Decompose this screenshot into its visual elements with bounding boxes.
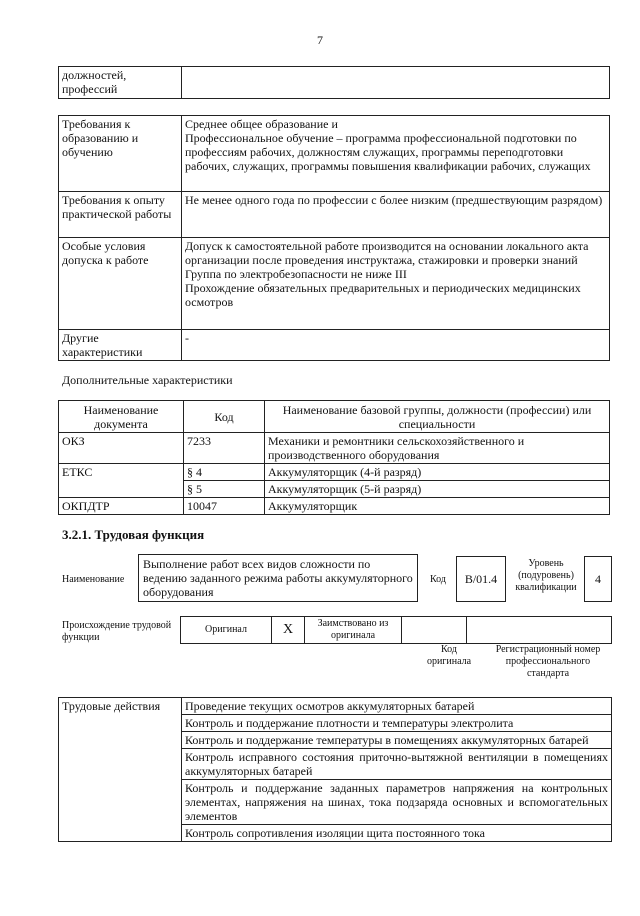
additional-code: 10047 [184, 498, 265, 515]
origin-table [180, 616, 612, 644]
additional-header-name: Наименование базовой группы, должности (профессии) или специальности [265, 401, 610, 433]
additional-header-doc: Наименование документа [59, 401, 184, 433]
req-special-line: Прохождение обязательных предварительных и периодических медицинских осмотров [185, 281, 581, 309]
additional-header-code: Код [184, 401, 265, 433]
action-item: Контроль исправного состояния приточно-вытяжной вентиляции в помещениях аккумуляторных батарей [182, 749, 612, 780]
additional-doc: ЕТКС [59, 464, 184, 498]
additional-name: Аккумуляторщик (5-й разряд) [265, 481, 610, 498]
req-other-line: - [185, 331, 189, 345]
additional-code: § 4 [184, 464, 265, 481]
additional-name: Аккумуляторщик [265, 498, 610, 515]
actions-label: Трудовые действия [59, 698, 182, 842]
section-heading: 3.2.1. Трудовая функция [62, 527, 205, 542]
top-table [58, 66, 610, 99]
function-level: 4 [584, 556, 612, 602]
level-label: Уровень (подуровень) квалификации [515, 558, 577, 593]
name-label: Наименование [62, 574, 125, 585]
top-table-label: должностей, профессий [59, 67, 182, 99]
requirements-table [58, 115, 610, 361]
req-experience-line: Не менее одного года по профессии с более низким (предшествующим разрядом) [185, 193, 603, 207]
origin-reg-cell [467, 617, 612, 644]
additional-code: 7233 [184, 433, 265, 464]
origin-mark: X [272, 617, 305, 644]
req-other-label: Другие характеристики [59, 330, 182, 361]
code-label: Код [430, 574, 446, 585]
req-experience-label: Требования к опыту практической работы [59, 192, 182, 238]
req-special-line: Допуск к самостоятельной работе производится на основании локального акта организации после проведения инструктажа, стажировки и проверки знаний [185, 239, 589, 267]
req-special-label: Особые условия допуска к работе [59, 238, 182, 330]
action-item: Контроль сопротивления изоляции щита постоянного тока [182, 825, 612, 842]
origin-reg-caption: Регистрационный номер профессионального стандарта [495, 644, 601, 679]
action-item: Контроль и поддержание температуры в помещениях аккумуляторных батарей [182, 732, 612, 749]
page-number: 7 [317, 33, 323, 47]
function-code: B/01.4 [456, 556, 506, 602]
actions-table [58, 697, 612, 842]
action-item: Контроль и поддержание плотности и температуры электролита [182, 715, 612, 732]
additional-name: Аккумуляторщик (4-й разряд) [265, 464, 610, 481]
additional-table [58, 400, 610, 515]
req-special-line: Группа по электробезопасности не ниже III [185, 267, 407, 281]
origin-code-caption: Код оригинала [426, 644, 472, 667]
action-item: Контроль и поддержание заданных параметров напряжения на контрольных элементах, напряжения на шинах, тока подзаряда основных и вспомогательных элементов [182, 780, 612, 825]
top-table-value [182, 67, 610, 99]
req-education-label: Требования к образованию и обучению [59, 116, 182, 192]
additional-title: Дополнительные характеристики [62, 373, 233, 387]
additional-doc: ОКПДТР [59, 498, 184, 515]
function-name: Выполнение работ всех видов сложности по ведению заданного режима работы аккумуляторного оборудования [138, 554, 418, 602]
additional-name: Механики и ремонтники сельскохозяйственного и производственного оборудования [265, 433, 610, 464]
req-education-line: Среднее общее образование и [185, 117, 338, 131]
origin-label: Происхождение трудовой функции [62, 620, 172, 643]
additional-code: § 5 [184, 481, 265, 498]
req-education-line: Профессиональное обучение – программа профессиональной подготовки по профессиям рабочих, должностям служащих, программы переподготовки рабочих, служащих, программы повышения квалификации рабочих, служащих [185, 131, 591, 173]
origin-code-cell [402, 617, 467, 644]
additional-doc: ОКЗ [59, 433, 184, 464]
action-item: Проведение текущих осмотров аккумуляторных батарей [182, 698, 612, 715]
origin-original: Оригинал [181, 617, 272, 644]
origin-borrowed: Заимствовано из оригинала [305, 617, 402, 644]
